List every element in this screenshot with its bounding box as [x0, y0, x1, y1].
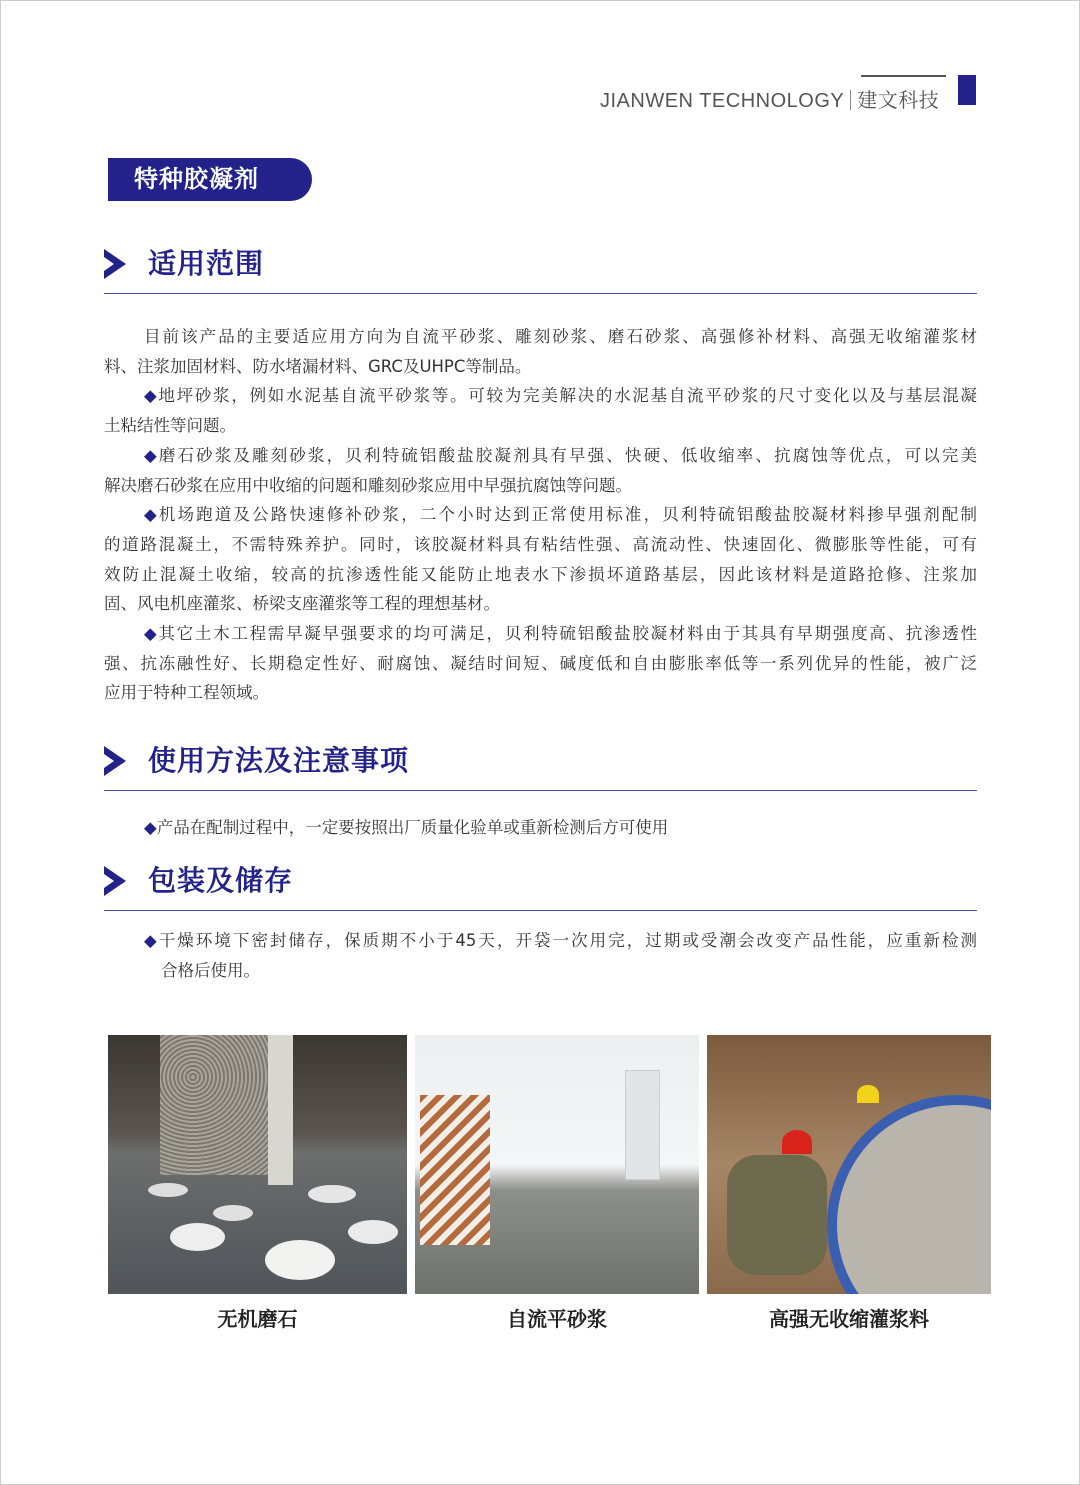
- photo-caption: 无机磨石: [217, 1307, 298, 1331]
- storage-line: [144, 926, 977, 956]
- category-tag: 特种胶凝剂: [108, 158, 312, 201]
- storage-line-text: 干燥环境下密封储存，保质期不小于45天，开袋一次用完，过期或受潮会改变产品性能，应重新检测: [158, 931, 977, 950]
- line-text: 土粘结性等问题。: [104, 416, 236, 436]
- paragraph-line: [104, 322, 977, 352]
- diamond-bullet-icon: ◆: [144, 818, 157, 837]
- photo-caption: 自流平砂浆: [507, 1307, 607, 1331]
- diamond-bullet-icon: ◆: [144, 386, 159, 406]
- line-text: 其它土木工程需早凝早强要求的均可满足，贝利特硫铝酸盐胶凝材料由于其具有早期强度高、抗渗透性: [158, 624, 977, 644]
- line-text: 机场跑道及公路快速修补砂浆，二个小时达到正常使用标准，贝利特硫铝酸盐胶凝材料掺早强剂配制: [158, 505, 977, 525]
- photo-caption: 高强无收缩灌浆料: [769, 1307, 929, 1331]
- section-header-storage: [104, 860, 977, 911]
- section-header-scope: [104, 243, 977, 294]
- line-text: 固、风电机座灌浆、桥梁支座灌浆等工程的理想基材。: [104, 594, 500, 614]
- line-text: 的道路混凝土，不需特殊养护。同时，该胶凝材料具有粘结性强、高流动性、快速固化、微膨胀等性能，可有: [104, 534, 977, 554]
- storage-text: [104, 926, 977, 985]
- paragraph-line: [104, 560, 977, 590]
- brand-en: JIANWEN TECHNOLOGY: [600, 90, 845, 112]
- line-text: 应用于特种工程领域。: [104, 683, 269, 703]
- play-arrow-icon: [104, 249, 126, 279]
- brand-cn: 建文科技: [857, 90, 940, 112]
- play-arrow-icon: [104, 746, 126, 776]
- line-text: 料、注浆加固材料、防水堵漏材料、GRC及UHPC等制品。: [104, 356, 532, 376]
- line-text: 解决磨石砂浆在应用中收缩的问题和雕刻砂浆应用中早强抗腐蚀等问题。: [104, 475, 632, 495]
- line-text: 地坪砂浆，例如水泥基自流平砂浆等。可较为完美解决的水泥基自流平砂浆的尺寸变化以及与基层混凝: [158, 386, 977, 406]
- paragraph-line: [104, 530, 977, 560]
- section-title: 使用方法及注意事项: [148, 744, 410, 777]
- diamond-bullet-icon: ◆: [144, 445, 159, 465]
- section-header-usage: [104, 740, 977, 791]
- photo-grouting: [707, 1035, 991, 1294]
- diamond-bullet-icon: ◆: [144, 624, 159, 644]
- storage-line: 合格后使用。: [161, 960, 260, 980]
- brand-separator: [850, 90, 851, 110]
- paragraph-line: [104, 352, 977, 382]
- play-arrow-icon: [104, 866, 126, 896]
- line-text: 效防止混凝土收缩，较高的抗渗透性能又能防止地表水下渗损坏道路基层，因此该材料是道路抢修、注浆加: [104, 564, 977, 584]
- paragraph-line: [104, 649, 977, 679]
- line-text: 目前该产品的主要适应用方向为自流平砂浆、雕刻砂浆、磨石砂浆、高强修补材料、高强无收缩灌浆材: [144, 327, 977, 346]
- paragraph-line: [104, 619, 977, 649]
- section-title: 适用范围: [148, 247, 265, 280]
- paragraph-line: [104, 500, 977, 530]
- diamond-bullet-icon: ◆: [144, 931, 159, 950]
- line-text: 强、抗冻融性好、长期稳定性好、耐腐蚀、凝结时间短、碱度低和自由膨胀率低等一系列优异的性能，被广泛: [104, 653, 977, 673]
- paragraph-line: [104, 411, 977, 441]
- scope-text: [104, 322, 977, 708]
- photo-terrazzo: [108, 1035, 407, 1294]
- photo-self-leveling: [415, 1035, 699, 1294]
- paragraph-line: [104, 589, 977, 619]
- paragraph-line: [104, 678, 977, 708]
- brand-rule: [861, 75, 946, 77]
- diamond-bullet-icon: ◆: [144, 505, 159, 525]
- brand-block: [958, 75, 976, 105]
- brand-header: [600, 84, 939, 113]
- line-text: 磨石砂浆及雕刻砂浆，贝利特硫铝酸盐胶凝剂具有早强、快硬、低收缩率、抗腐蚀等优点，可以完美: [158, 445, 977, 465]
- usage-text: [104, 813, 977, 843]
- paragraph-line: [104, 471, 977, 501]
- paragraph-line: [104, 381, 977, 411]
- section-title: 包装及储存: [148, 864, 294, 897]
- paragraph-line: [104, 441, 977, 471]
- usage-line: 产品在配制过程中，一定要按照出厂质量化验单或重新检测后方可使用: [156, 818, 669, 837]
